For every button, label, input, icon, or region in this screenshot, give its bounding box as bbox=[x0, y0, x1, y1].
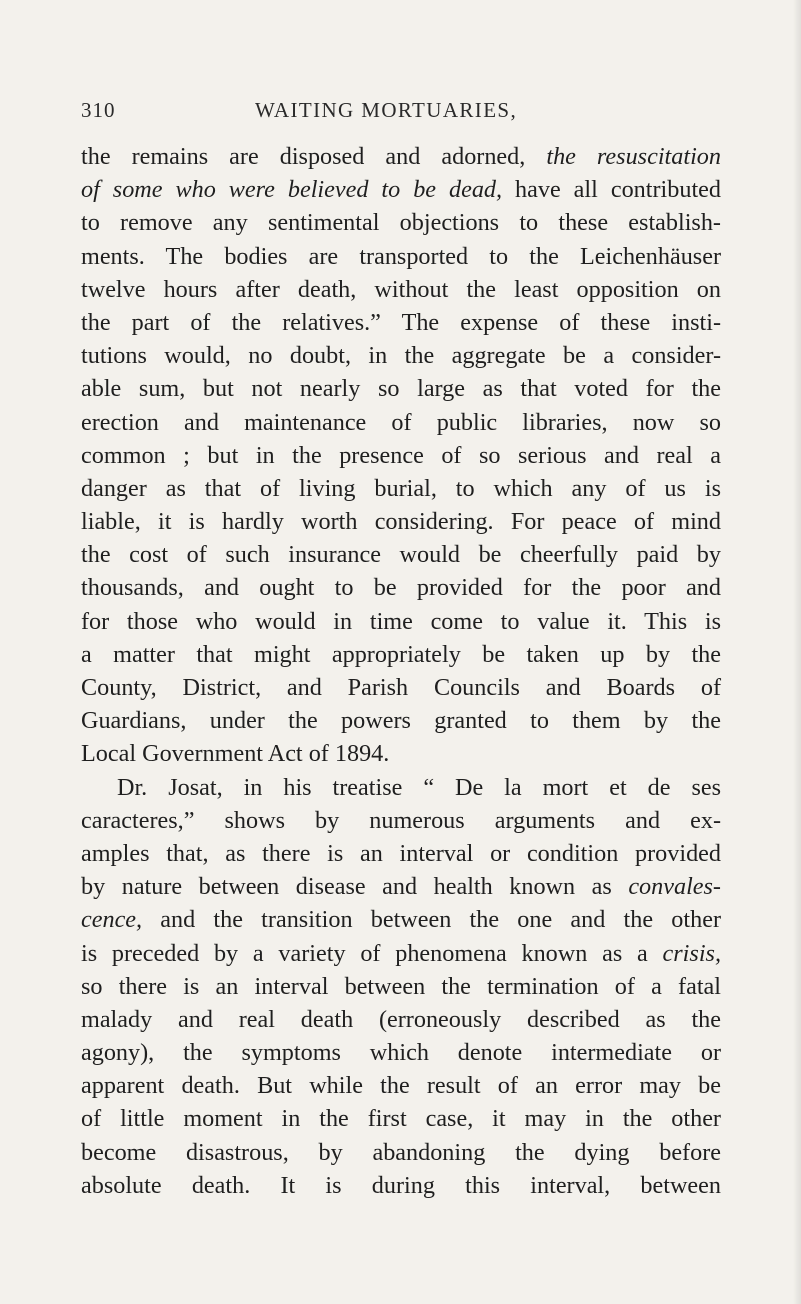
text-run: become disastrous, by abandoning the dying before bbox=[81, 1138, 721, 1166]
italic-text-run: crisis, bbox=[662, 939, 721, 967]
text-run: and the transition between the one and the other bbox=[142, 906, 721, 934]
text-run: danger as that of living burial, to which any of us is bbox=[81, 474, 721, 502]
text-run: County, District, and Parish Councils and Boards of bbox=[81, 674, 721, 701]
text-line bbox=[81, 173, 721, 206]
text-line bbox=[81, 1169, 721, 1202]
text-run: the cost of such insurance would be cheerfully paid by bbox=[81, 541, 721, 569]
text-line bbox=[81, 372, 721, 405]
text-run: malady and real death (erroneously described as the bbox=[81, 1005, 721, 1033]
page-number: 310 bbox=[81, 98, 116, 122]
body-text bbox=[81, 140, 721, 1202]
text-line bbox=[81, 771, 721, 804]
text-line bbox=[81, 1036, 721, 1069]
text-run: by nature between disease and health known as bbox=[81, 873, 629, 901]
text-line bbox=[81, 339, 721, 372]
text-run: is preceded by a variety of phenomena known as a bbox=[81, 939, 663, 967]
text-line bbox=[81, 505, 721, 538]
text-run: have all contributed bbox=[502, 176, 721, 204]
text-line bbox=[81, 837, 721, 870]
text-run: Local Government Act of 1894. bbox=[81, 740, 390, 768]
running-head: WAITING MORTUARIES, bbox=[255, 98, 518, 122]
text-line bbox=[81, 605, 721, 638]
italic-text-run: convales- bbox=[628, 873, 721, 901]
text-run: the part of the relatives.” The expense of these insti- bbox=[81, 308, 721, 336]
text-run: apparent death. But while the result of an error may be bbox=[81, 1072, 721, 1100]
text-run: common ; but in the presence of so serious and real a bbox=[81, 441, 721, 469]
italic-text-run: the resuscitation bbox=[546, 143, 721, 170]
text-line bbox=[81, 804, 721, 837]
page-header bbox=[81, 98, 721, 132]
text-line bbox=[81, 571, 721, 604]
text-run: Guardians, under the powers granted to them by the bbox=[81, 707, 721, 735]
text-run: Dr. Josat, in his treatise “ De la mort et de ses bbox=[117, 773, 721, 801]
text-run: absolute death. It is during this interval, between bbox=[81, 1171, 721, 1199]
text-line bbox=[81, 638, 721, 671]
text-line bbox=[81, 273, 721, 306]
text-run: thousands, and ought to be provided for the poor and bbox=[81, 574, 721, 602]
text-line bbox=[81, 1069, 721, 1102]
text-line bbox=[81, 1102, 721, 1135]
text-line bbox=[81, 206, 721, 239]
text-line bbox=[81, 937, 721, 970]
text-run: to remove any sentimental objections to these establish- bbox=[81, 209, 721, 237]
text-line bbox=[81, 406, 721, 439]
text-run: of little moment in the first case, it may in the other bbox=[81, 1105, 721, 1133]
text-line bbox=[81, 1003, 721, 1036]
text-run: amples that, as there is an interval or condition provided bbox=[81, 839, 721, 867]
text-run: ments. The bodies are transported to the Leichenhäuser bbox=[81, 242, 721, 270]
text-run: able sum, but not nearly so large as that voted for the bbox=[81, 375, 721, 403]
text-run: erection and maintenance of public libraries, now so bbox=[81, 408, 721, 436]
text-line bbox=[81, 671, 721, 704]
text-line bbox=[81, 538, 721, 571]
text-line bbox=[81, 439, 721, 472]
text-run: so there is an interval between the termination of a fatal bbox=[81, 972, 721, 1000]
text-line bbox=[81, 472, 721, 505]
italic-text-run: of some who were believed to be dead, bbox=[81, 176, 503, 204]
text-line bbox=[81, 903, 721, 936]
text-run: liable, it is hardly worth considering. For peace of mind bbox=[81, 508, 721, 536]
text-run: for those who would in time come to value it. This is bbox=[81, 607, 721, 635]
text-run: caracteres,” shows by numerous arguments and ex- bbox=[81, 806, 721, 834]
text-run: the remains are disposed and adorned, bbox=[81, 143, 547, 170]
text-line bbox=[81, 970, 721, 1003]
text-line bbox=[81, 737, 721, 770]
text-line bbox=[81, 140, 721, 173]
page-edge-shadow bbox=[793, 0, 801, 1304]
text-run: tutions would, no doubt, in the aggregate be a consider- bbox=[81, 342, 721, 370]
text-line bbox=[81, 306, 721, 339]
italic-text-run: cence, bbox=[81, 906, 143, 934]
text-run: twelve hours after death, without the least opposition on bbox=[81, 275, 721, 303]
text-line bbox=[81, 870, 721, 903]
text-run: a matter that might appropriately be taken up by the bbox=[81, 640, 721, 668]
text-line bbox=[81, 1136, 721, 1169]
text-line bbox=[81, 704, 721, 737]
text-line bbox=[81, 240, 721, 273]
text-run: agony), the symptoms which denote intermediate or bbox=[81, 1039, 721, 1067]
